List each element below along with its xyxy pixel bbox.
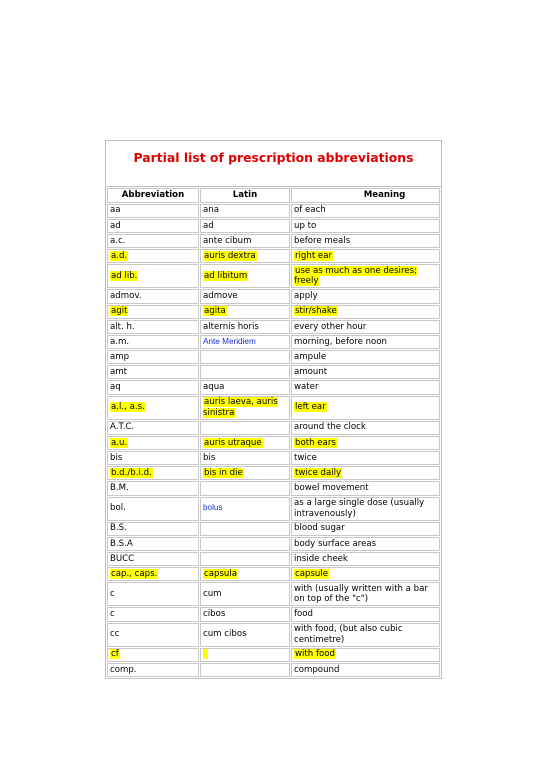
- latin-cell-text: capsula: [204, 568, 238, 579]
- meaning-cell-text: bowel movement: [294, 483, 369, 494]
- page-title: Partial list of prescription abbreviations: [133, 150, 414, 165]
- abbreviation-cell-text: bis: [110, 452, 123, 463]
- meaning-cell: [291, 451, 440, 465]
- table-row: [107, 380, 440, 394]
- table-row: [107, 350, 440, 364]
- latin-cell-text: auris laeva, auris sinistra: [203, 397, 278, 418]
- table-row: [107, 582, 440, 606]
- latin-cell: [200, 663, 290, 677]
- header-row: [107, 188, 440, 203]
- table-row: [107, 320, 440, 334]
- meaning-cell: [291, 552, 440, 566]
- abbreviation-cell-text: c: [110, 589, 115, 600]
- meaning-cell-text: amount: [294, 367, 328, 378]
- latin-cell-text: ante cibum: [203, 235, 252, 246]
- latin-cell-text: ad libitum: [204, 271, 248, 282]
- meaning-cell-text: every other hour: [294, 321, 367, 332]
- abbreviation-cell-text: a.d.: [111, 250, 128, 261]
- table-row: [107, 421, 440, 435]
- abbreviation-cell: [107, 537, 199, 551]
- latin-cell-text: agita: [204, 306, 226, 317]
- meaning-cell: [291, 481, 440, 495]
- latin-cell: [200, 335, 290, 349]
- abbreviation-cell-text: cap., caps.: [111, 568, 158, 579]
- abbreviation-cell: [107, 264, 199, 288]
- abbreviation-cell: [107, 305, 199, 319]
- table-row: [107, 219, 440, 233]
- table-body: [107, 204, 440, 677]
- meaning-cell-text: blood sugar: [294, 523, 345, 534]
- abbreviation-cell: [107, 396, 199, 420]
- meaning-cell: [291, 234, 440, 248]
- meaning-cell-text: with food, (but also cubic centimetre): [294, 623, 403, 645]
- abbreviation-cell: [107, 567, 199, 581]
- abbreviation-cell-text: comp.: [110, 664, 137, 675]
- latin-cell: [200, 451, 290, 465]
- meaning-cell-text: around the clock: [294, 422, 366, 433]
- meaning-cell: [291, 607, 440, 621]
- abbreviation-cell: [107, 552, 199, 566]
- abbreviation-cell-text: a.c.: [110, 235, 126, 246]
- abbreviation-cell: [107, 522, 199, 536]
- abbreviation-cell-text: ad lib.: [111, 271, 138, 282]
- table-row: [107, 648, 440, 662]
- meaning-cell-text: as a large single dose (usually intravenously): [294, 498, 425, 519]
- abbreviation-cell-text: B.S.A: [110, 538, 133, 549]
- meaning-cell: [291, 522, 440, 536]
- latin-cell: [200, 481, 290, 495]
- meaning-cell: [291, 204, 440, 218]
- latin-cell-text: ad: [203, 220, 214, 231]
- table-row: [107, 537, 440, 551]
- meaning-cell-text: morning, before noon: [294, 336, 388, 347]
- table-row: [107, 234, 440, 248]
- meaning-cell: [291, 648, 440, 662]
- meaning-cell-text: twice: [294, 452, 317, 463]
- abbreviation-cell-text: ad: [110, 220, 121, 231]
- abbreviation-cell-text: B.S.: [110, 523, 127, 534]
- latin-cell: [200, 289, 290, 303]
- latin-cell-text: cum: [203, 589, 222, 600]
- meaning-cell: [291, 663, 440, 677]
- meaning-cell-text: capsule: [295, 568, 329, 579]
- header-latin: Latin: [200, 188, 290, 203]
- meaning-cell: [291, 421, 440, 435]
- abbreviation-cell-text: c: [110, 609, 115, 620]
- abbreviation-cell-text: alt. h.: [110, 321, 135, 332]
- abbreviation-cell: [107, 497, 199, 521]
- meaning-cell: [291, 335, 440, 349]
- latin-cell: [200, 219, 290, 233]
- meaning-cell: [291, 466, 440, 480]
- title-box: [106, 141, 441, 187]
- latin-cell: [200, 537, 290, 551]
- abbreviations-table: [106, 187, 441, 678]
- table-row: [107, 451, 440, 465]
- meaning-cell: [291, 249, 440, 263]
- meaning-cell: [291, 365, 440, 379]
- table-row: [107, 305, 440, 319]
- abbreviation-cell-text: amp: [110, 351, 130, 362]
- table-row: [107, 264, 440, 288]
- meaning-cell-text: right ear: [295, 250, 333, 261]
- abbreviation-cell-text: B.M.: [110, 483, 129, 494]
- latin-cell: [200, 522, 290, 536]
- latin-cell-text: auris utraque: [204, 437, 262, 448]
- abbreviation-cell-text: a.u.: [111, 437, 128, 448]
- meaning-cell-text: before meals: [294, 235, 351, 246]
- abbreviations-table-container: [105, 140, 442, 679]
- abbreviation-cell-text: cf: [111, 649, 119, 660]
- meaning-cell-text: water: [294, 382, 319, 393]
- latin-cell: [200, 497, 290, 521]
- meaning-cell: [291, 497, 440, 521]
- latin-cell: [200, 582, 290, 606]
- latin-cell: [200, 204, 290, 218]
- meaning-cell-text: both ears: [295, 437, 336, 448]
- abbreviation-cell: [107, 204, 199, 218]
- latin-cell-text: alternis horis: [203, 321, 259, 332]
- abbreviation-cell: [107, 320, 199, 334]
- meaning-cell-text: ampule: [294, 351, 327, 362]
- latin-cell: [200, 396, 290, 420]
- abbreviation-cell: [107, 623, 199, 647]
- latin-cell: [200, 350, 290, 364]
- abbreviation-cell-text: amt: [110, 367, 128, 378]
- meaning-cell: [291, 350, 440, 364]
- latin-cell: [200, 365, 290, 379]
- latin-cell: [200, 648, 290, 662]
- table-row: [107, 481, 440, 495]
- abbreviation-cell: [107, 607, 199, 621]
- meaning-cell: [291, 396, 440, 420]
- latin-cell: [200, 567, 290, 581]
- latin-cell: [200, 264, 290, 288]
- meaning-cell: [291, 264, 440, 288]
- latin-cell: [200, 249, 290, 263]
- abbreviation-cell: [107, 451, 199, 465]
- meaning-cell-text: food: [294, 609, 313, 620]
- latin-cell: [200, 436, 290, 450]
- latin-cell: [200, 607, 290, 621]
- table-row: [107, 289, 440, 303]
- table-row: [107, 552, 440, 566]
- table-row: [107, 249, 440, 263]
- latin-cell-text: admove: [203, 291, 238, 302]
- table-row: [107, 607, 440, 621]
- meaning-cell-text: inside cheek: [294, 553, 348, 564]
- latin-cell: [200, 552, 290, 566]
- latin-cell-text: aqua: [203, 382, 225, 393]
- table-row: [107, 335, 440, 349]
- latin-cell-text: auris dextra: [204, 250, 256, 261]
- latin-cell: [200, 380, 290, 394]
- meaning-cell: [291, 219, 440, 233]
- latin-cell: [200, 421, 290, 435]
- abbreviation-cell: [107, 481, 199, 495]
- meaning-cell-text: apply: [294, 291, 318, 302]
- table-row: [107, 396, 440, 420]
- abbreviation-cell-text: cc: [110, 629, 120, 640]
- table-row: [107, 663, 440, 677]
- table-row: [107, 567, 440, 581]
- latin-cell: [200, 466, 290, 480]
- meaning-cell: [291, 567, 440, 581]
- abbreviation-cell-text: aa: [110, 205, 121, 216]
- abbreviation-cell: [107, 436, 199, 450]
- meaning-cell-text: left ear: [295, 402, 326, 413]
- abbreviation-cell: [107, 219, 199, 233]
- table-row: [107, 204, 440, 218]
- abbreviation-cell: [107, 365, 199, 379]
- abbreviation-cell: [107, 350, 199, 364]
- abbreviation-cell: [107, 234, 199, 248]
- abbreviation-cell: [107, 648, 199, 662]
- latin-cell: [200, 305, 290, 319]
- latin-cell-text: ana: [203, 205, 219, 216]
- meaning-cell-text: compound: [294, 664, 340, 675]
- table-row: [107, 436, 440, 450]
- latin-cell-text: cibos: [203, 609, 226, 620]
- abbreviation-cell-text: aq: [110, 382, 121, 393]
- meaning-cell-text: up to: [294, 220, 317, 231]
- abbreviation-cell: [107, 249, 199, 263]
- meaning-cell-text: body surface areas: [294, 538, 377, 549]
- abbreviation-cell-text: A.T.C.: [110, 422, 135, 433]
- meaning-cell: [291, 582, 440, 606]
- meaning-cell-text: twice daily: [295, 468, 342, 479]
- meaning-cell: [291, 623, 440, 647]
- abbreviation-cell: [107, 335, 199, 349]
- latin-cell-text: Ante Meridiem: [203, 336, 256, 346]
- latin-cell: [200, 320, 290, 334]
- latin-cell: [200, 234, 290, 248]
- abbreviation-cell: [107, 466, 199, 480]
- abbreviation-cell-text: agit: [111, 306, 128, 317]
- meaning-cell: [291, 320, 440, 334]
- latin-cell: [200, 623, 290, 647]
- abbreviation-cell-text: a.l., a.s.: [111, 402, 145, 413]
- abbreviation-cell-text: BUCC: [110, 553, 135, 564]
- table-row: [107, 623, 440, 647]
- header-abbreviation: Abbreviation: [107, 188, 199, 203]
- meaning-cell: [291, 289, 440, 303]
- abbreviation-cell: [107, 421, 199, 435]
- table-row: [107, 522, 440, 536]
- table-row: [107, 365, 440, 379]
- abbreviation-cell-text: b.d./b.i.d.: [111, 468, 152, 479]
- meaning-cell: [291, 380, 440, 394]
- latin-cell-text: cum cibos: [203, 629, 247, 640]
- header-meaning: Meaning: [291, 188, 440, 203]
- latin-cell-text: bis: [203, 452, 216, 463]
- abbreviation-cell: [107, 582, 199, 606]
- meaning-cell: [291, 436, 440, 450]
- meaning-cell-text: stir/shake: [295, 306, 337, 317]
- meaning-cell-text: use as much as one desires; freely: [294, 265, 417, 287]
- table-row: [107, 466, 440, 480]
- abbreviation-cell-text: a.m.: [110, 336, 130, 347]
- latin-cell-text: [203, 649, 208, 659]
- meaning-cell-text: with food: [295, 649, 335, 660]
- table-row: [107, 497, 440, 521]
- meaning-cell-text: of each: [294, 205, 326, 216]
- abbreviation-cell-text: bol.: [110, 503, 126, 514]
- abbreviation-cell: [107, 289, 199, 303]
- meaning-cell: [291, 537, 440, 551]
- meaning-cell: [291, 305, 440, 319]
- latin-cell-text: bis in die: [204, 468, 243, 479]
- abbreviation-cell: [107, 380, 199, 394]
- abbreviation-cell: [107, 663, 199, 677]
- meaning-cell-text: with (usually written with a bar on top of the "c"): [294, 583, 428, 605]
- latin-cell-text: bolus: [203, 503, 223, 513]
- abbreviation-cell-text: admov.: [110, 291, 142, 302]
